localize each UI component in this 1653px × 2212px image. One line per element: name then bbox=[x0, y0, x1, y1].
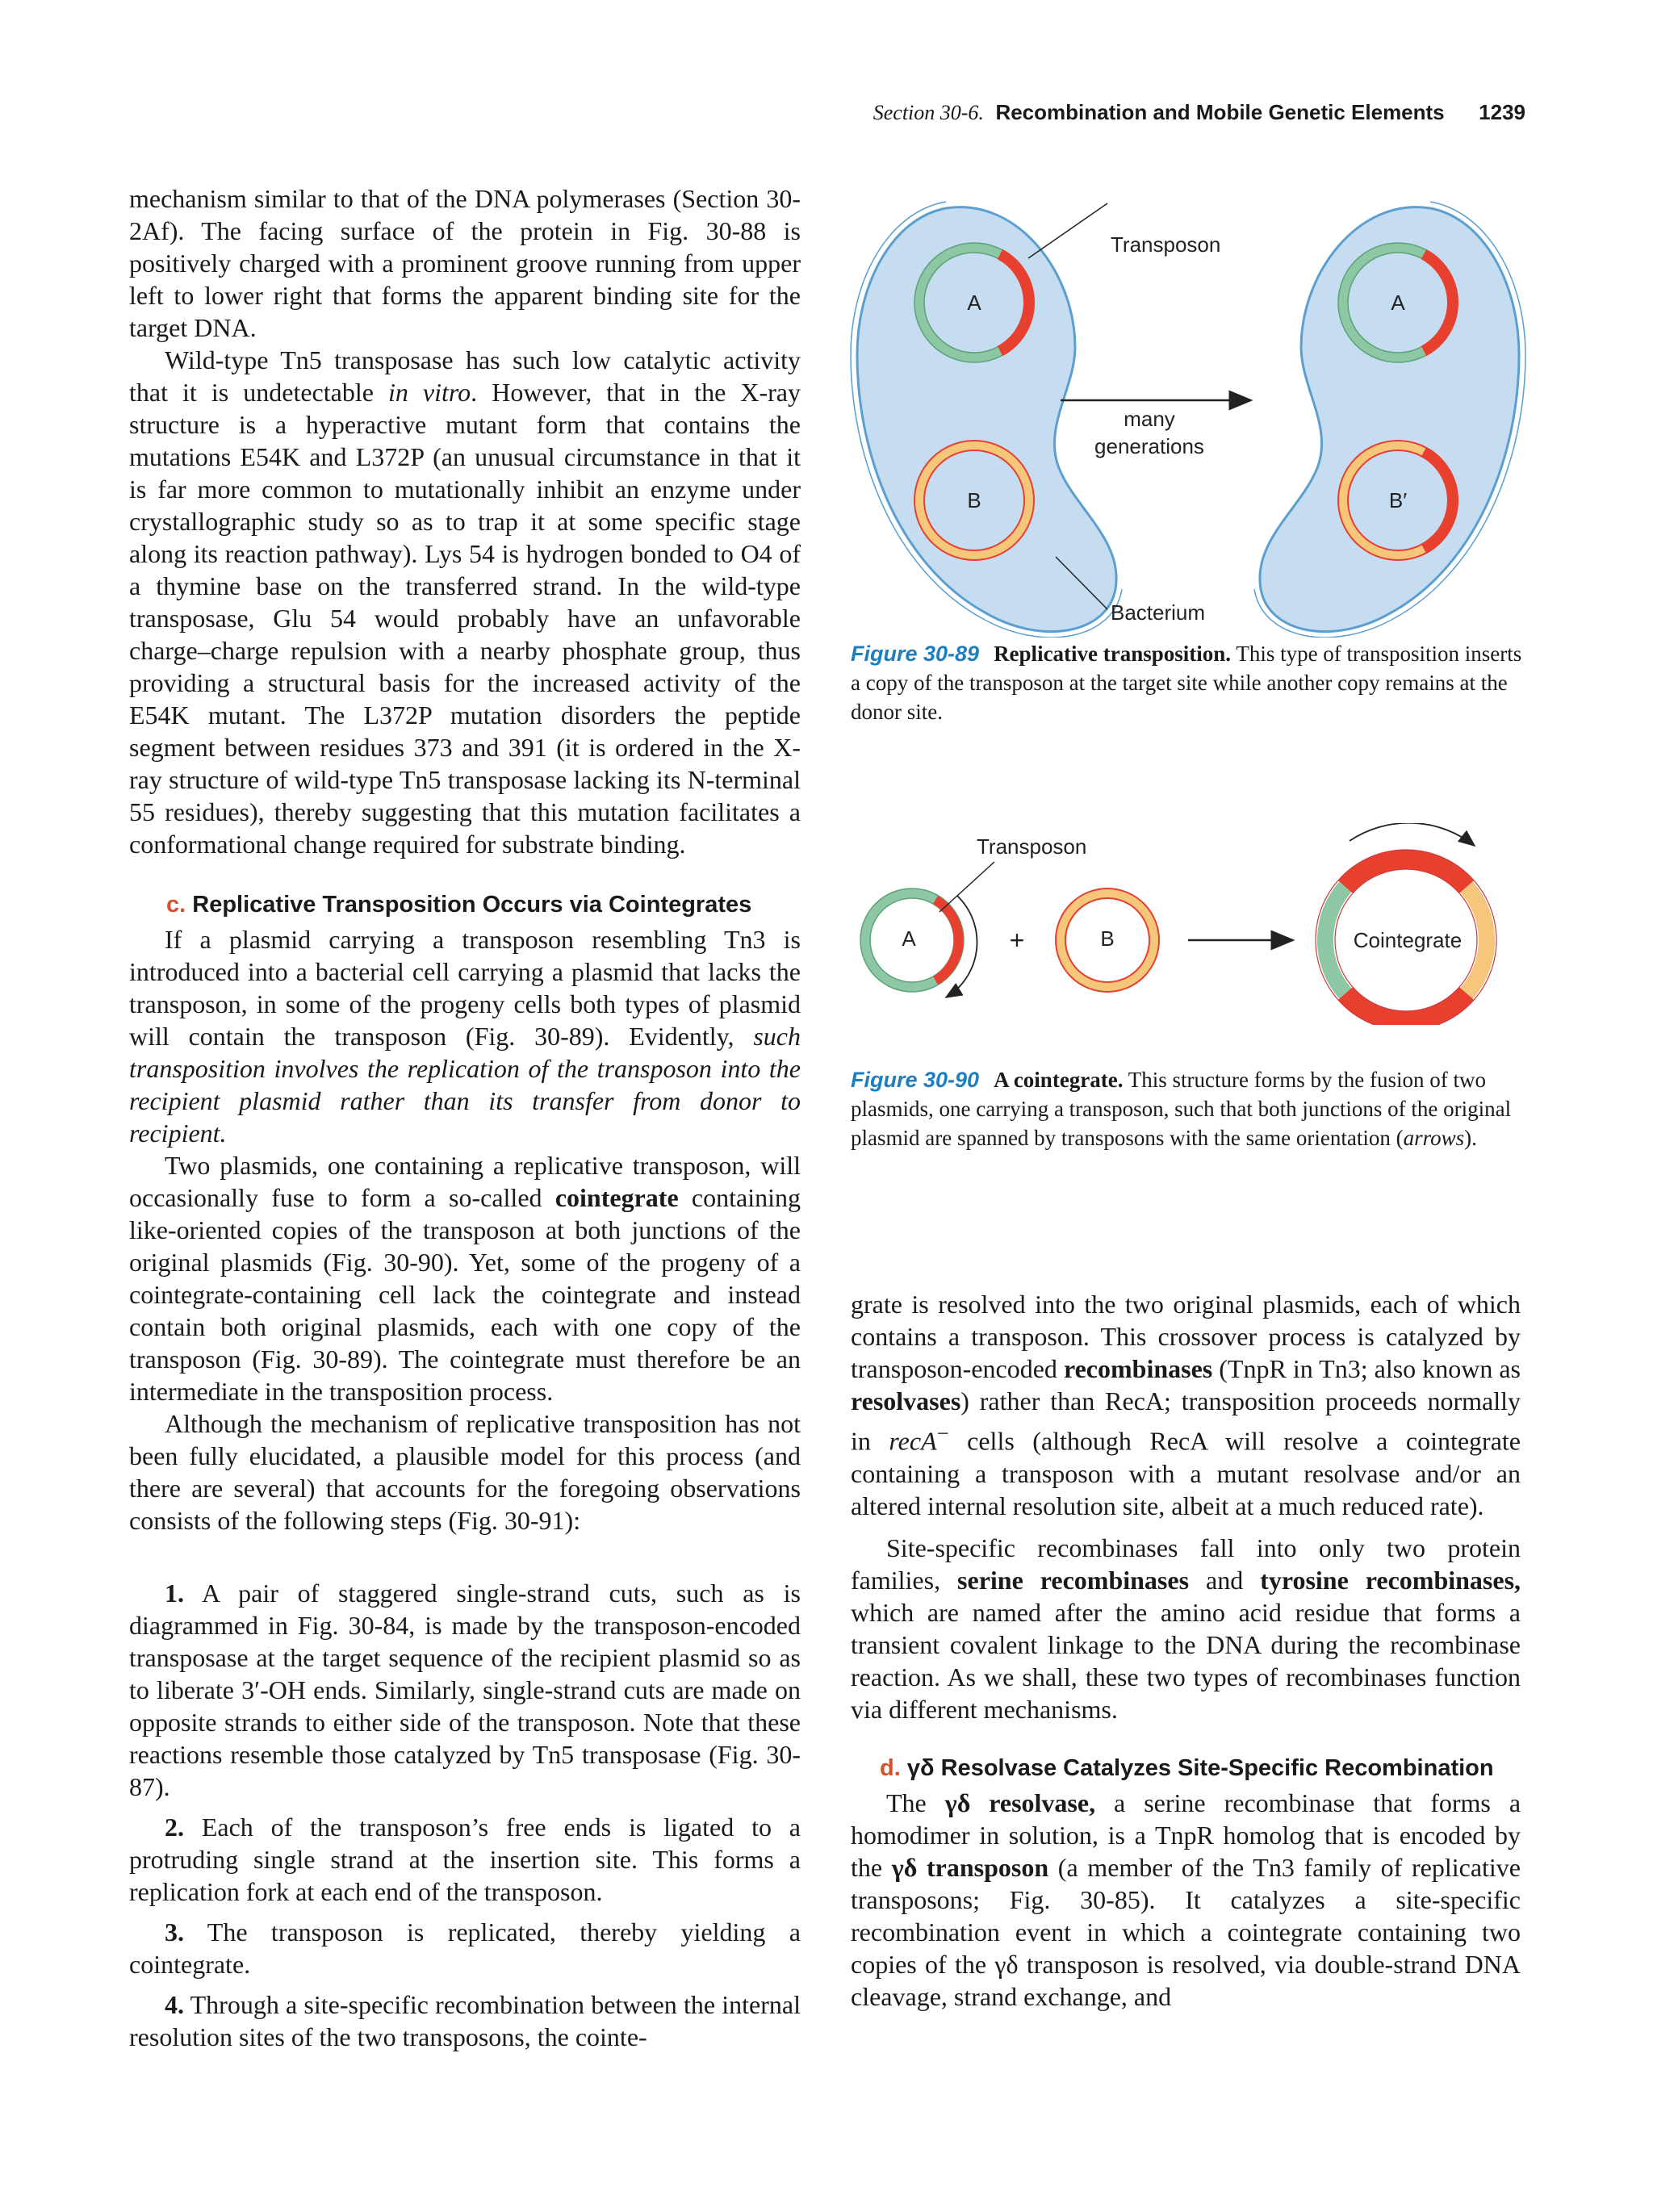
label-transposon: Transposon bbox=[977, 834, 1087, 859]
figure-30-89-diagram bbox=[849, 186, 1535, 638]
figure-30-90-diagram bbox=[849, 823, 1535, 1025]
paragraph: Site-specific recombinases fall into only two protein families, serine recombinases and tyrosine recombinases, which are named after the amino acid residue that forms a transient covalent linkage to the DNA during the recombinase reaction. As we shall, these two types of recombinases function via different mechanisms. bbox=[851, 1533, 1521, 1724]
running-header bbox=[839, 100, 1525, 132]
page-number: 1239 bbox=[1479, 100, 1525, 124]
figure-30-90-caption: Figure 30-90 A cointegrate. This structure forms by the fusion of two plasmids, one carrying a transposon, such that both junctions of the original plasmid are spanned by transposons with the same orientation (arrows). bbox=[851, 1068, 1512, 1150]
figure-30-90 bbox=[849, 823, 1535, 1025]
label-many: many bbox=[1124, 407, 1175, 431]
label-a: A bbox=[902, 926, 916, 951]
figure-30-89-caption: Figure 30-89 Replicative transposition. This type of transposition inserts a copy of the transposon at the target site while another copy remains at the donor site. bbox=[851, 642, 1522, 724]
label-bacterium: Bacterium bbox=[1111, 600, 1206, 625]
step-list bbox=[129, 1577, 801, 2053]
header-section: Section 30-6. bbox=[873, 101, 984, 124]
label-transposon: Transposon bbox=[1111, 232, 1221, 257]
label-generations: generations bbox=[1094, 434, 1204, 458]
figure-number: Figure 30-89 bbox=[851, 642, 980, 666]
header-title: Recombination and Mobile Genetic Elements bbox=[995, 100, 1445, 124]
label-a-left: A bbox=[967, 291, 981, 315]
paragraph: If a plasmid carrying a transposon resembling Tn3 is introduced into a bacterial cell carrying a plasmid that lacks the transposon, in some of the progeny cells both types of plasmid will contain the transposon (Fig. 30-89). Evidently, such transposition involves the replication of the transposon into the recipient plasmid rather than its transfer from donor to recipient. bbox=[129, 925, 801, 1148]
list-item: 1. A pair of staggered single-strand cuts, such as is diagrammed in Fig. 30-84, is made by the transposon-encoded transposase at the target sequence of the recipient plasmid so as to liberate 3′-OH ends. Similarly, single-strand cuts are made on opposite strands to either side of the transposon. Note that these reactions resemble those catalyzed by Tn5 transposase (Fig. 30-87). bbox=[129, 1579, 801, 1801]
left-column bbox=[129, 182, 801, 2061]
section-heading-d bbox=[851, 1753, 1521, 1783]
heading-letter: c. bbox=[166, 892, 186, 918]
label-b-prime: B′ bbox=[1388, 488, 1408, 512]
label-cointegrate: Cointegrate bbox=[1353, 928, 1463, 952]
label-b-left: B bbox=[967, 488, 981, 512]
list-item: 2. Each of the transposon’s free ends is ligated to a protruding single strand at the insertion site. This forms a replication fork at each end of the transposon. bbox=[129, 1813, 801, 1906]
paragraph: grate is resolved into the two original plasmids, each of which contains a transposon. This crossover process is catalyzed by transposon-encoded recombinases (TnpR in Tn3; also known as resolvases) rather than RecA; transposition proceeds normally in recA− cells (although RecA will resolve a cointegrate containing a transposon with a mutant resolvase and/or an altered internal resolution site, albeit at a much reduced rate). bbox=[851, 1290, 1521, 1520]
bacterium-right bbox=[1260, 207, 1519, 632]
paragraph: Wild-type Tn5 transposase has such low catalytic activity that it is undetectable in vitro. However, that in the X-ray structure is a hyperactive mutant form that contains the mutations E54K and L372P (an unusual circumstance in that it is far more common to mutationally inhibit an enzyme under crystallographic study so as to trap it at some specific stage along its reaction pathway). Lys 54 is hydrogen bonded to O4 of a thymine base on the transferred strand. In the wild-type transposase, Glu 54 would probably have an unfavorable charge–charge repulsion with a nearby phosphate group, thus providing a structural basis for the increased activity of the E54K mutant. The L372P mutation disorders the peptide segment between residues 373 and 391 (it is ordered in the X-ray structure of wild-type Tn5 transposase lacking its N-terminal 55 residues), thereby suggesting that this mutation facilitates a conformational change required for substrate binding. bbox=[129, 345, 801, 859]
bacterium-left bbox=[857, 207, 1116, 632]
figure-title: Replicative transposition. bbox=[994, 642, 1232, 666]
section-heading-c bbox=[129, 889, 801, 920]
figure-30-89 bbox=[849, 186, 1535, 638]
paragraph: Two plasmids, one containing a replicative transposon, will occasionally fuse to form a so-called cointegrate containing like-oriented copies of the transposon at both junctions of the original plasmids (Fig. 30-90). Yet, some of the progeny of a cointegrate-containing cell lack the cointegrate and instead contain both original plasmids, each with one copy of the transposon (Fig. 30-89). The cointegrate must therefore be an intermediate in the transposition process. bbox=[129, 1151, 801, 1406]
label-a-right: A bbox=[1391, 291, 1405, 315]
paragraph: Although the mechanism of replicative transposition has not been fully elucidated, a plausible model for this process (and there are several) that accounts for the foregoing observations consists of the following steps (Fig. 30-91): bbox=[129, 1409, 801, 1535]
plus-sign: + bbox=[1009, 926, 1025, 955]
paragraph: The γδ resolvase, a serine recombinase that forms a homodimer in solution, is a TnpR homolog that is encoded by the γδ transposon (a member of the Tn3 family of replicative transposons; Fig. 30-85). It catalyzes a site-specific recombination event in which a cointegrate containing two copies of the γδ transposon is resolved, via double-strand DNA cleavage, strand exchange, and bbox=[851, 1788, 1521, 2011]
heading-text: γδ Resolvase Catalyzes Site-Specific Recombination bbox=[906, 1754, 1494, 1781]
heading-letter: d. bbox=[880, 1754, 901, 1781]
right-column bbox=[851, 1288, 1521, 2013]
list-item: 4. Through a site-specific recombination between the internal resolution sites of the two transposons, the cointe- bbox=[129, 1990, 801, 2051]
heading-text: Replicative Transposition Occurs via Cointegrates bbox=[192, 892, 752, 918]
orientation-arrow bbox=[1350, 823, 1475, 846]
list-item: 3. The transposon is replicated, thereby yielding a cointegrate. bbox=[129, 1917, 801, 1979]
figure-number: Figure 30-90 bbox=[851, 1068, 980, 1092]
figure-title: A cointegrate. bbox=[994, 1068, 1124, 1092]
label-b: B bbox=[1100, 926, 1115, 951]
paragraph: mechanism similar to that of the DNA polymerases (Section 30-2Af). The facing surface of the protein in Fig. 30-88 is positively charged with a prominent groove running from upper left to lower right that forms the apparent binding site for the target DNA. bbox=[129, 184, 801, 342]
